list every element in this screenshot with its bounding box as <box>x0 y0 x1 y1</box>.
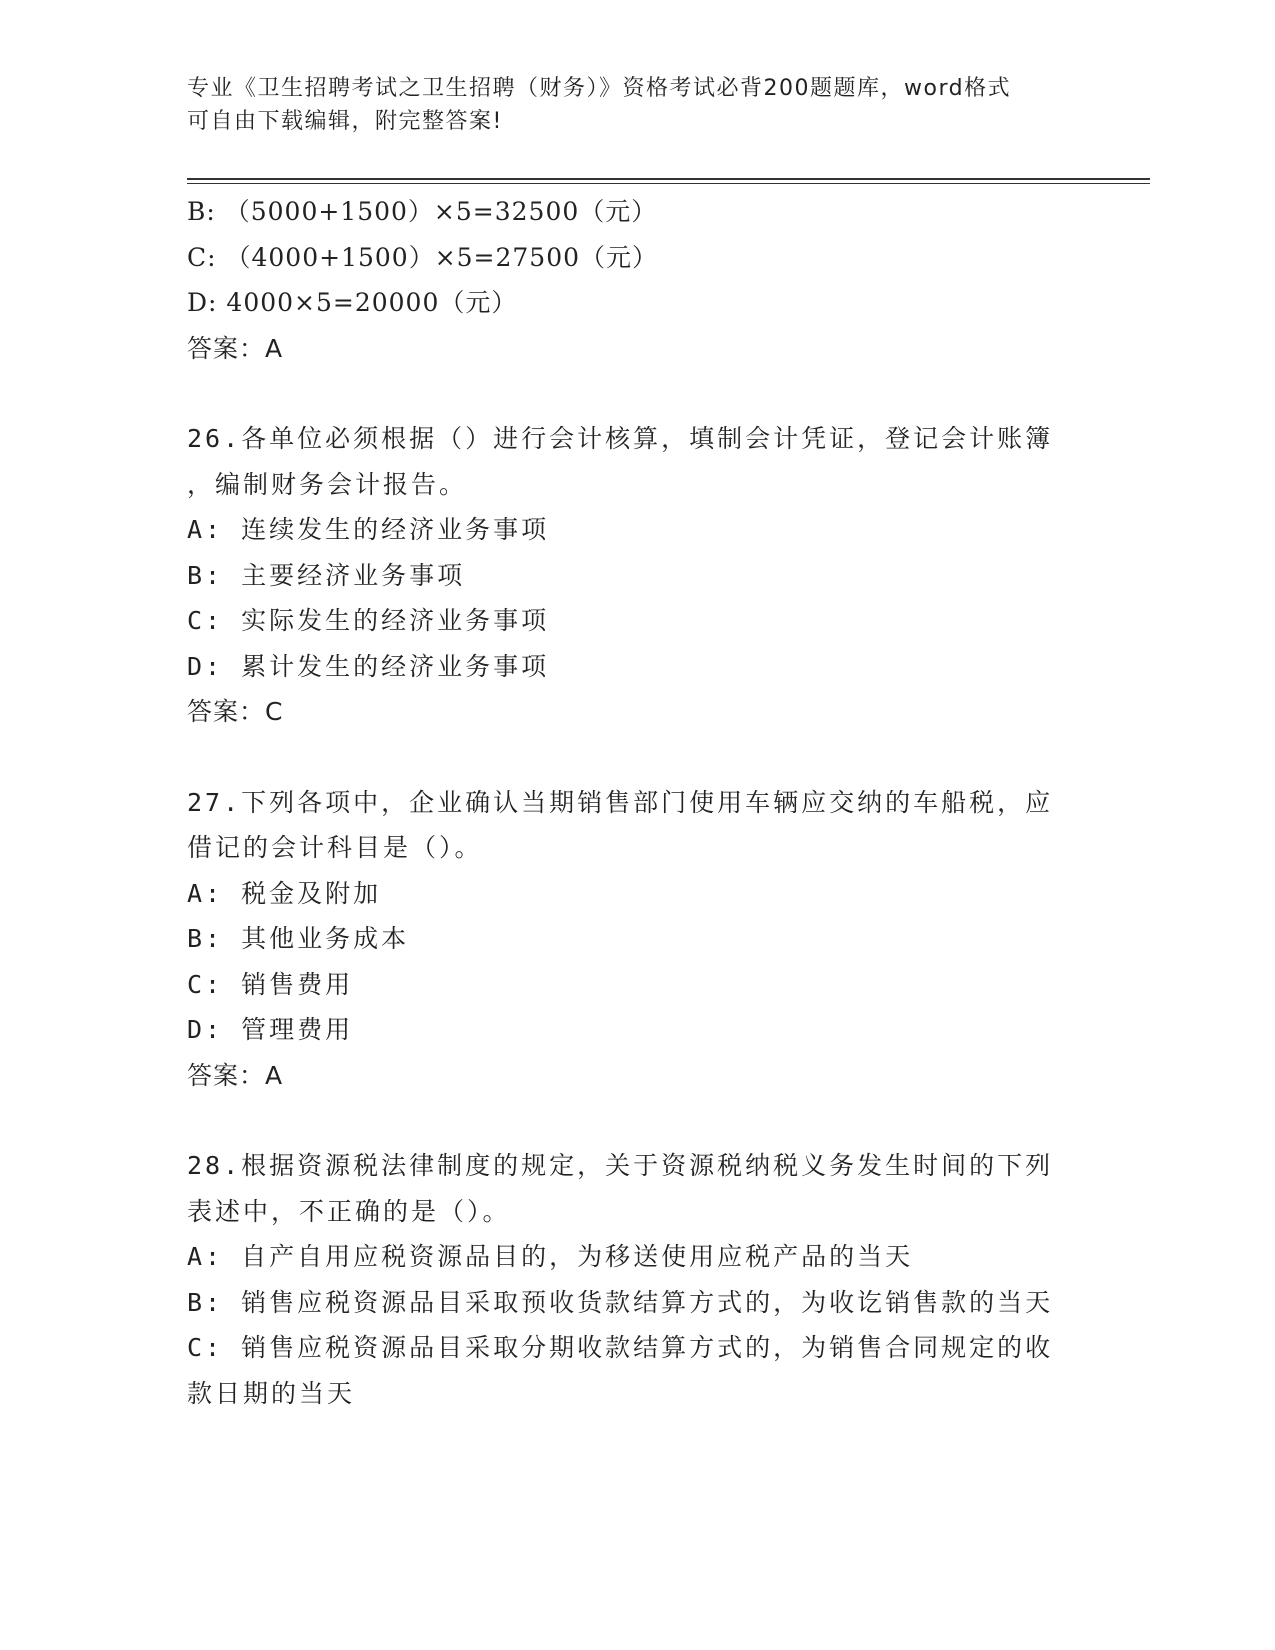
q27-option-d: D: 管理费用 <box>187 1015 354 1044</box>
q27-option-c: C: 销售费用 <box>187 969 354 999</box>
q28-option-a: A: 自产自用应税资源品目的，为移送使用应税产品的当天 <box>187 1242 914 1271</box>
document-header <box>187 72 1067 138</box>
q26-option-a: A: 连续发生的经济业务事项 <box>187 515 550 544</box>
q27-stem-line-2: 借记的会计科目是（）。 <box>187 833 483 862</box>
q28-stem-line-1: 28.根据资源税法律制度的规定，关于资源税纳税义务发生时间的下列 <box>187 1151 1054 1180</box>
question-26 <box>187 416 1087 735</box>
q25-answer: 答案：A <box>187 333 284 363</box>
q27-option-a: A: 税金及附加 <box>187 878 382 908</box>
spacer <box>187 371 1087 416</box>
spacer <box>187 1098 1087 1143</box>
q25-option-d: D: 4000×5=20000（元） <box>187 288 518 317</box>
q28-option-c-line-1: C: 销售应税资源品目采取分期收款结算方式的，为销售合同规定的收 <box>187 1333 1054 1362</box>
q26-option-b: B: 主要经济业务事项 <box>187 560 466 590</box>
question-25-tail <box>187 189 1087 371</box>
question-27 <box>187 780 1087 1099</box>
q26-answer: 答案：C <box>187 697 284 726</box>
header-divider-thick <box>187 178 1150 180</box>
q26-option-c: C: 实际发生的经济业务事项 <box>187 606 550 635</box>
header-title-line-1: 专业《卫生招聘考试之卫生招聘（财务）》资格考试必背200题题库，word格式 <box>187 76 1012 101</box>
q25-option-c: C: （4000+1500）×5=27500（元） <box>187 242 659 272</box>
q26-stem-line-1: 26.各单位必须根据（）进行会计核算，填制会计凭证，登记会计账簿 <box>187 424 1054 453</box>
q28-option-c-line-2: 款日期的当天 <box>187 1378 356 1408</box>
q28-option-b: B: 销售应税资源品目采取预收货款结算方式的，为收讫销售款的当天 <box>187 1287 1054 1317</box>
q26-stem-line-2: ，编制财务会计报告。 <box>187 469 468 499</box>
spacer <box>187 735 1087 780</box>
header-divider-thin <box>187 183 1150 184</box>
q25-option-b: B: （5000+1500）×5=32500（元） <box>187 197 658 226</box>
header-title-line-2: 可自由下载编辑，附完整答案! <box>187 109 503 134</box>
q28-stem-line-2: 表述中，不正确的是（）。 <box>187 1196 511 1226</box>
q27-option-b: B: 其他业务成本 <box>187 924 410 953</box>
q27-stem-line-1: 27.下列各项中，企业确认当期销售部门使用车辆应交纳的车船税，应 <box>187 787 1054 817</box>
q26-option-d: D: 累计发生的经济业务事项 <box>187 651 550 681</box>
question-28 <box>187 1143 1087 1416</box>
question-content <box>187 189 1087 1416</box>
q27-answer: 答案：A <box>187 1060 284 1090</box>
